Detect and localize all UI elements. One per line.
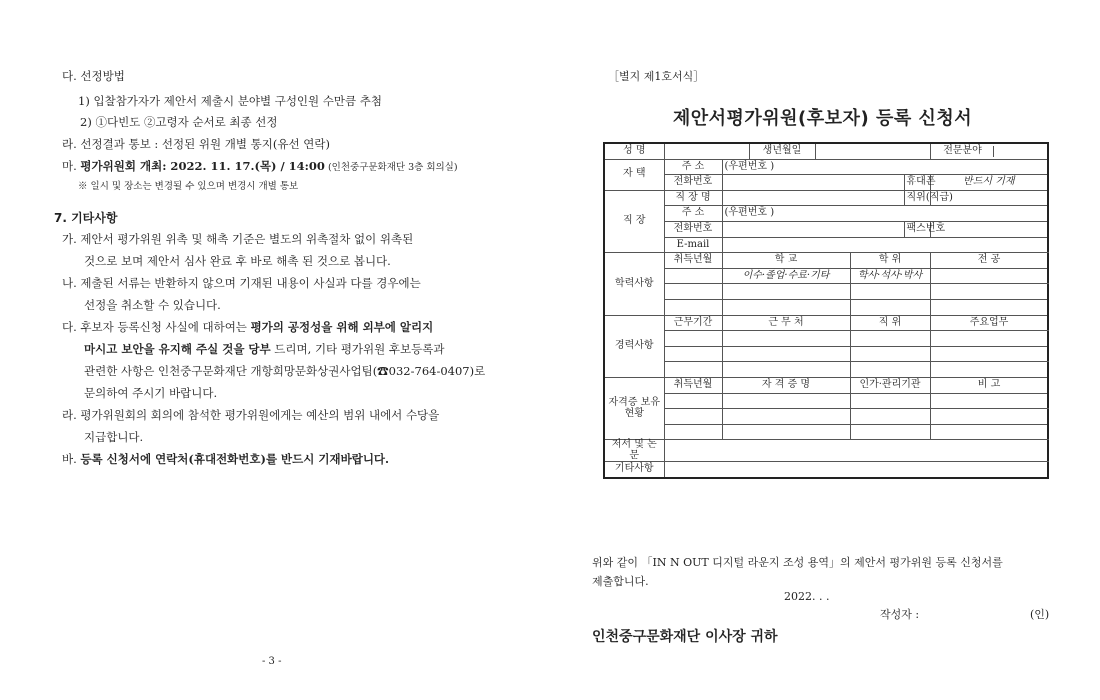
meeting-place: (인천중구문화재단 3층 회의실) — [324, 162, 458, 173]
section-7-heading: 7. 기타사항 — [54, 211, 118, 225]
item-ga-line2: 것으로 보며 제안서 심사 완료 후 바로 해촉 된 것으로 봅니다. — [84, 254, 391, 268]
cert-col-note: 비 고 — [930, 377, 1048, 393]
input-company[interactable] — [722, 190, 904, 206]
input-home-phone[interactable] — [722, 175, 904, 191]
label-work-addr: 주 소 — [664, 206, 722, 222]
input-fax[interactable] — [930, 221, 1048, 237]
meeting-line — [62, 158, 458, 174]
career-row — [604, 346, 1048, 362]
input-etc[interactable] — [664, 462, 1048, 478]
label-field-text: 전문분야 — [933, 146, 994, 157]
edu-degree-hint[interactable]: 학사·석사·박사 — [850, 268, 930, 284]
edu-col-degree: 학 위 — [850, 253, 930, 269]
label-email: E-mail — [664, 237, 722, 253]
item-da-text2: 드리며, 기타 평가위원 후보등록과 — [270, 342, 445, 356]
item-ba-bold: 등록 신청서에 연락처(휴대전화번호)를 반드시 기재바랍니다. — [80, 452, 390, 466]
label-company: 직 장 명 — [664, 190, 722, 206]
edu-cell[interactable] — [850, 284, 930, 300]
edu-cell[interactable] — [850, 299, 930, 315]
career-col-duty: 주요업무 — [930, 315, 1048, 331]
input-mobile-hint[interactable]: 반드시 기재 — [930, 175, 1048, 191]
cert-cell[interactable] — [664, 409, 722, 425]
edu-cell[interactable] — [722, 284, 850, 300]
row-email — [604, 237, 1048, 253]
career-row — [604, 362, 1048, 378]
edu-cell[interactable] — [664, 284, 722, 300]
input-email[interactable] — [722, 237, 1048, 253]
cert-cell[interactable] — [930, 424, 1048, 440]
edu-cell[interactable] — [664, 268, 722, 284]
career-col-period: 근무기간 — [664, 315, 722, 331]
input-home-addr[interactable]: (우편번호 ) — [722, 159, 1048, 175]
cert-cell[interactable] — [722, 393, 850, 409]
item-da-text: 다. 후보자 등록신청 사실에 대하여는 — [62, 320, 251, 334]
cert-cell[interactable] — [664, 424, 722, 440]
career-cell[interactable] — [664, 331, 722, 347]
item-da-bold: 평가의 공정성을 위해 외부에 알리지 — [250, 320, 434, 334]
label-position: 직위(직급) — [904, 190, 930, 206]
meeting-note: ※ 일시 및 장소는 변경될 수 있으며 변경시 개별 통보 — [78, 181, 299, 192]
cert-cell[interactable] — [930, 409, 1048, 425]
row-home-addr — [604, 159, 1048, 175]
item-da-line2 — [84, 341, 444, 357]
label-work: 직 장 — [604, 190, 664, 252]
career-cell[interactable] — [930, 362, 1048, 378]
cert-col-org: 인가·관리기관 — [850, 377, 930, 393]
row-papers — [604, 440, 1048, 462]
edu-cell[interactable] — [930, 299, 1048, 315]
label-fax: 팩스번호 — [904, 221, 930, 237]
input-work-phone[interactable] — [722, 221, 904, 237]
label-etc: 기타사항 — [604, 462, 664, 478]
cert-row — [604, 409, 1048, 425]
career-col-rank: 직 위 — [850, 315, 930, 331]
author-label: 작성자 : — [880, 608, 920, 621]
career-cell[interactable] — [850, 331, 930, 347]
row-work-addr — [604, 206, 1048, 222]
label-name: 성 명 — [604, 143, 664, 159]
row-company — [604, 190, 1048, 206]
cert-cell[interactable] — [930, 393, 1048, 409]
row-cert-header — [604, 377, 1048, 393]
item-da-line1 — [62, 319, 433, 335]
form-label: ［별지 제1호서식］ — [608, 70, 705, 83]
career-cell[interactable] — [850, 362, 930, 378]
cert-col-year: 취득년월 — [664, 377, 722, 393]
edu-row — [604, 299, 1048, 315]
item-na-line1: 나. 제출된 서류는 반환하지 않으며 기재된 내용이 사실과 다를 경우에는 — [62, 276, 421, 290]
meeting-prefix: 마. — [62, 159, 81, 173]
cert-col-name: 자 격 증 명 — [722, 377, 850, 393]
row-work-phone — [604, 221, 1048, 237]
input-name[interactable] — [664, 143, 749, 159]
edu-cell[interactable] — [722, 299, 850, 315]
cert-cell[interactable] — [722, 424, 850, 440]
row-name — [604, 143, 1048, 159]
input-papers[interactable] — [664, 440, 1048, 462]
item-ra-line1: 라. 평가위원회의 회의에 참석한 평가위원에게는 예산의 범위 내에서 수당을 — [62, 408, 440, 422]
label-edu: 학력사항 — [604, 253, 664, 315]
label-home-phone: 전화번호 — [664, 175, 722, 191]
career-col-workplace: 근 무 처 — [722, 315, 850, 331]
selection-method-1: 1) 입찰참가자가 제안서 제출시 분야별 구성인원 수만큼 추첨 — [78, 94, 383, 108]
item-ba-prefix: 바. — [62, 452, 81, 466]
edu-cell[interactable] — [930, 268, 1048, 284]
edu-col-school: 학 교 — [722, 253, 850, 269]
career-cell[interactable] — [722, 346, 850, 362]
item-ga-line1: 가. 제안서 평가위원 위촉 및 해촉 기준은 별도의 위촉절차 없이 위촉된 — [62, 232, 414, 246]
edu-row — [604, 284, 1048, 300]
edu-cell[interactable] — [664, 299, 722, 315]
item-da-line3: 관련한 사항은 인천중구문화재단 개항희망문화상권사업팀(☎032-764-0407)로 — [84, 364, 486, 378]
input-work-addr[interactable]: (우편번호 ) — [722, 206, 1048, 222]
declaration-line2: 제출합니다. — [592, 575, 649, 588]
career-cell[interactable] — [930, 346, 1048, 362]
career-cell[interactable] — [722, 331, 850, 347]
career-cell[interactable] — [664, 346, 722, 362]
career-cell[interactable] — [722, 362, 850, 378]
label-papers: 저서 및 논문 — [604, 440, 664, 462]
declaration-line1: 위와 같이 「IN N OUT 디지털 라운지 조성 용역」의 제안서 평가위원 등록 신청서를 — [592, 556, 1003, 569]
label-home-addr: 주 소 — [664, 159, 722, 175]
cert-cell[interactable] — [664, 393, 722, 409]
item-da-line4: 문의하여 주시기 바랍니다. — [84, 386, 218, 400]
label-field — [930, 143, 1048, 159]
addressee: 인천중구문화재단 이사장 귀하 — [592, 629, 778, 645]
meeting-datetime: 평가위원회 개최: 2022. 11. 17.(목) / 14:00 — [80, 159, 325, 173]
row-etc — [604, 462, 1048, 478]
cert-cell[interactable] — [850, 409, 930, 425]
label-career: 경력사항 — [604, 315, 664, 377]
item-ba-line — [62, 451, 389, 467]
date-line: 2022. . . — [784, 590, 830, 603]
section-da-heading: 다. 선정방법 — [62, 69, 125, 83]
page-number: - 3 - — [262, 656, 282, 667]
cert-cell[interactable] — [850, 393, 930, 409]
row-career-header — [604, 315, 1048, 331]
cert-row — [604, 424, 1048, 440]
seal-mark: (인) — [1030, 608, 1050, 621]
item-da-bold2: 마시고 보안을 유지해 주실 것을 당부 — [84, 342, 271, 356]
cert-cell[interactable] — [850, 424, 930, 440]
input-birth[interactable] — [815, 143, 930, 159]
career-row — [604, 331, 1048, 347]
form-title: 제안서평가위원(후보자) 등록 신청서 — [672, 108, 973, 129]
label-home: 자 택 — [604, 159, 664, 190]
cert-cell[interactable] — [722, 409, 850, 425]
label-birth: 생년월일 — [749, 143, 815, 159]
item-na-line2: 선정을 취소할 수 있습니다. — [84, 298, 221, 312]
edu-col-major: 전 공 — [930, 253, 1048, 269]
row-edu-header — [604, 253, 1048, 269]
item-ra-line2: 지급합니다. — [84, 430, 144, 444]
registration-table — [603, 142, 1049, 479]
career-cell[interactable] — [664, 362, 722, 378]
edu-col-year: 취득년월 — [664, 253, 722, 269]
edu-row — [604, 268, 1048, 284]
result-notice: 라. 선정결과 통보 : 선정된 위원 개별 통지(유선 연락) — [62, 137, 330, 151]
label-cert: 자격증 보유현황 — [604, 377, 664, 439]
row-home-phone — [604, 175, 1048, 191]
career-cell[interactable] — [930, 331, 1048, 347]
cert-row — [604, 393, 1048, 409]
edu-cell[interactable] — [930, 284, 1048, 300]
selection-method-2: 2) ①다빈도 ②고령자 순서로 최종 선정 — [80, 115, 278, 129]
career-cell[interactable] — [850, 346, 930, 362]
label-work-phone: 전화번호 — [664, 221, 722, 237]
edu-school-hint[interactable]: 이수·졸업·수료·기타 — [722, 268, 850, 284]
label-mobile: 휴대폰 — [904, 175, 930, 191]
